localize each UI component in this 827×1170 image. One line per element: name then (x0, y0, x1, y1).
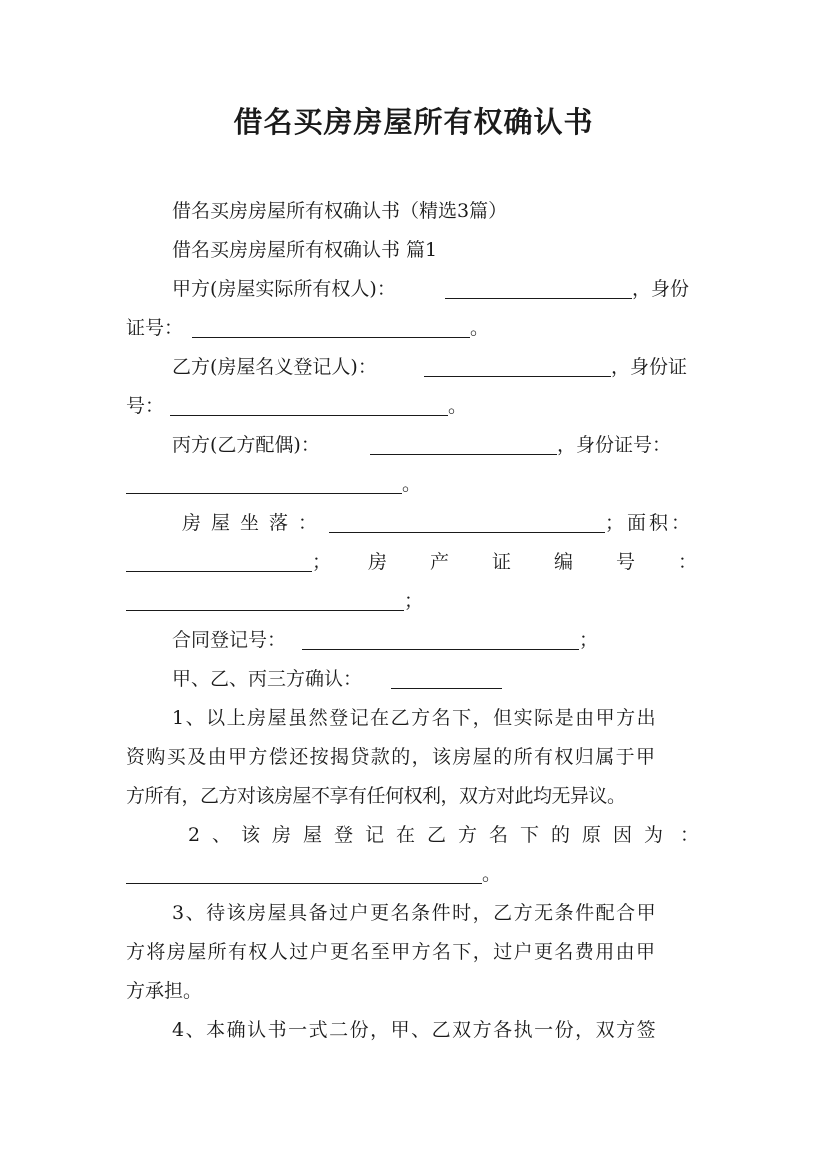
cert-char-4: 编 (554, 551, 574, 573)
party-c-line-2 (0, 469, 827, 499)
clause3-text-2: 方将房屋所有权人过户更名至甲方名下，过户更名费用由甲 (126, 941, 657, 963)
clause1-line-1 (0, 703, 827, 733)
party-b-end: 。 (448, 395, 468, 417)
clause2-char: 登 (334, 824, 354, 846)
clause4-text-1: 4、本确认书一式二份，甲、乙双方各执一份，双方签 (172, 1019, 658, 1041)
clause1-text-2: 资购买及由甲方偿还按揭贷款的，该房屋的所有权归属于甲 (126, 746, 657, 768)
party-a-id-blank[interactable] (192, 337, 470, 338)
party-b-line-1 (0, 352, 827, 382)
clause2-char: 、 (212, 824, 232, 846)
clause2-char: 屋 (303, 824, 323, 846)
party-b-id-label-2: 号： (126, 395, 165, 417)
clause3-text-1: 3、待该房屋具备过户更名条件时，乙方无条件配合甲 (172, 902, 658, 924)
clause2-char: 因 (613, 824, 633, 846)
part-heading-line (0, 235, 827, 265)
party-a-label: 甲方(房屋实际所有权人)： (172, 278, 396, 300)
party-a-id-label-2: 证号： (126, 317, 184, 339)
contract-end: ； (579, 629, 599, 651)
property-area-blank[interactable] (126, 571, 312, 572)
party-a-line-1 (0, 274, 827, 304)
contract-blank[interactable] (302, 649, 579, 650)
party-b-id-label-1: ，身份证 (611, 356, 688, 378)
clause1-line-3 (0, 781, 827, 811)
party-c-id-label: ，身份证号： (557, 434, 672, 456)
clause1-text-3: 方所有，乙方对该房屋不享有任何权利，双方对此均无异议。 (126, 785, 626, 807)
clause2-end: 。 (482, 863, 502, 885)
cert-char-1: 房 (368, 551, 388, 573)
party-a-id-label-1: ，身份 (632, 278, 690, 300)
clause2-char: 为 (644, 824, 664, 846)
clause2-char: 记 (365, 824, 385, 846)
property-cert-blank[interactable] (126, 610, 404, 611)
clause2-char: ： (680, 824, 700, 846)
property-line-2 (0, 547, 827, 577)
clause2-reason-blank[interactable] (126, 883, 482, 884)
clause2-char: 房 (272, 824, 292, 846)
clause3-line-1 (0, 898, 827, 928)
clause2-char: 方 (458, 824, 478, 846)
property-line-3 (0, 586, 827, 616)
party-c-end: 。 (402, 473, 422, 495)
clause2-char: 的 (551, 824, 571, 846)
cert-char-6: ： (678, 551, 698, 573)
contract-line (0, 625, 827, 655)
property-area-sep: ； (312, 551, 332, 573)
document-title: 借名买房房屋所有权确认书 (233, 105, 594, 139)
property-area-label: ；面积： (605, 512, 694, 534)
clause1-text-1: 1、以上房屋虽然登记在乙方名下，但实际是由甲方出 (172, 707, 658, 729)
subtitle: 借名买房房屋所有权确认书（精选3篇） (172, 200, 508, 222)
party-b-id-blank[interactable] (170, 415, 448, 416)
party-b-label: 乙方(房屋名义登记人)： (172, 356, 377, 378)
clause2-char: 名 (489, 824, 509, 846)
clause2-line-2 (0, 859, 827, 889)
clause2-char: 下 (520, 824, 540, 846)
party-a-name-blank[interactable] (445, 298, 632, 299)
cert-char-2: 产 (430, 551, 450, 573)
clause2-line-1 (0, 820, 827, 850)
confirm-label: 甲、乙、丙三方确认： (172, 668, 363, 690)
clause1-line-2 (0, 742, 827, 772)
property-location-label: 房屋坐落： (182, 512, 328, 534)
property-location-blank[interactable] (329, 532, 605, 533)
property-end: ； (404, 590, 424, 612)
party-c-id-blank[interactable] (126, 493, 402, 494)
confirm-line (0, 664, 827, 694)
clause3-line-2 (0, 937, 827, 967)
clause3-text-3: 方承担。 (126, 980, 203, 1002)
cert-char-5: 号 (616, 551, 636, 573)
party-c-label: 丙方(乙方配偶)： (172, 434, 320, 456)
clause3-line-3 (0, 976, 827, 1006)
clause2-char: 在 (396, 824, 416, 846)
clause2-char: 乙 (427, 824, 447, 846)
subtitle-line (0, 196, 827, 226)
clause2-char: 2 (188, 824, 201, 846)
party-b-line-2 (0, 391, 827, 421)
cert-char-3: 证 (492, 551, 512, 573)
party-c-line-1 (0, 430, 827, 460)
confirm-blank[interactable] (391, 688, 502, 689)
clause2-char: 该 (241, 824, 261, 846)
property-line-1 (0, 508, 827, 538)
party-c-name-blank[interactable] (370, 454, 557, 455)
party-b-name-blank[interactable] (424, 376, 611, 377)
party-a-end: 。 (470, 317, 490, 339)
clause2-char: 原 (582, 824, 602, 846)
part-heading: 借名买房房屋所有权确认书 篇1 (172, 239, 438, 261)
contract-label: 合同登记号： (172, 629, 287, 651)
clause4-line-1 (0, 1015, 827, 1045)
party-a-line-2 (0, 313, 827, 343)
